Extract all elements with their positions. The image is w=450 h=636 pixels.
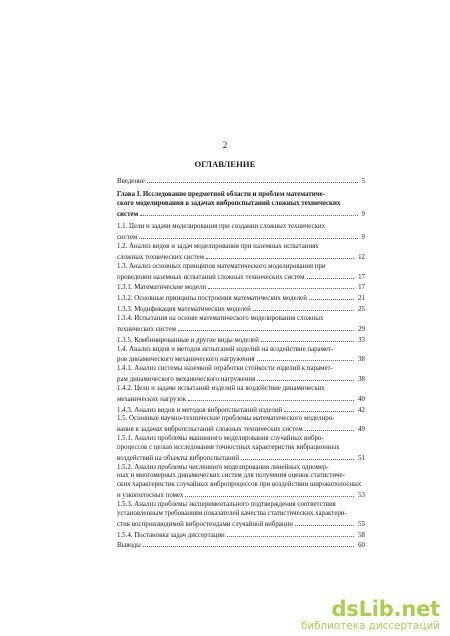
toc-entry <box>117 385 365 405</box>
toc-entry-page: 58 <box>358 531 365 539</box>
toc-entry-page: 12 <box>358 253 365 261</box>
toc-entry-text: 1.3.3. Модификация математических моделей <box>117 306 251 314</box>
toc-entry-page: 40 <box>358 395 365 403</box>
toc-leader-dots <box>208 282 354 289</box>
toc-leader-dots <box>309 293 354 300</box>
toc-entry-text: Выводы <box>117 542 141 550</box>
toc-entry-text: 1.3.5. Комбинированные и другие виды моделей <box>117 336 259 344</box>
toc-entry-text: Глава I. Исследование предметной области и проблем математиче- ского моделирования в задачах вибропспытаний сложных технических систем <box>117 190 341 218</box>
toc-entry-page: 38 <box>358 376 365 384</box>
toc-entry <box>117 176 365 187</box>
page-number: 2 <box>222 140 228 150</box>
toc-entry-page: 9 <box>361 234 365 242</box>
toc-leader-dots <box>241 453 354 460</box>
toc-entry <box>117 243 365 263</box>
table-of-contents <box>117 176 365 551</box>
toc-leader-dots <box>305 424 355 431</box>
toc-entry-text: 1.4.2. Цели и задачи испытаний изделий на воздействие динамических механических нагрузок <box>117 384 325 403</box>
toc-entry-page: 55 <box>358 520 365 528</box>
toc-entry <box>117 501 365 530</box>
toc-entry-text: Введение <box>117 178 145 185</box>
toc-entry-page: 5 <box>361 178 365 185</box>
toc-entry-page: 21 <box>358 295 365 303</box>
toc-entry-text: 1.2. Анализ видов и задач моделирования при наземных испытаниях сложных технических систем <box>117 243 319 261</box>
toc-entry-text: 1.5.2. Анализ проблемы численного моделирования линейных одномер- ных и многомерных динамических систем для получения оценок статистиче- ских характеристик случайных вибропроцессов при воздействии широкополосных и узкополосных помех <box>117 463 362 500</box>
toc-leader-dots <box>227 530 354 537</box>
toc-leader-dots <box>253 304 354 311</box>
toc-leader-dots <box>284 405 354 412</box>
toc-entry <box>117 435 365 464</box>
toc-entry-page: 42 <box>358 406 365 414</box>
toc-entry-page: 38 <box>358 356 365 364</box>
toc-entry <box>117 263 365 283</box>
toc-entry-text: 1.5.1. Анализ проблемы машинного моделирования случайных вибро- процессов с целью исследования точностных характеристик вибрационных воздействий на объекты вибропспытаний <box>117 435 340 462</box>
toc-entry-text: 1.3. Анализ основных принципов математического моделирования при проведении наземных испытаний сложных технических систем <box>117 262 326 281</box>
toc-entry-text: 1.4.1. Анализ системы наземной отработки стойкости изделий к парамет- рам динамического механического нагружения <box>117 365 333 384</box>
toc-entry-page: 49 <box>358 426 365 434</box>
toc-entry <box>117 540 365 551</box>
toc-entry <box>117 293 365 304</box>
toc-entry-page: 33 <box>358 336 365 344</box>
toc-leader-dots <box>257 354 355 361</box>
toc-entry-text: 1.5.4. Постановка задач диссертации <box>117 531 225 539</box>
toc-leader-dots <box>188 394 354 401</box>
toc-entry-page: 29 <box>358 325 365 333</box>
toc-entry <box>117 464 365 501</box>
toc-entry-page: 17 <box>358 273 365 281</box>
toc-entry-page: 51 <box>358 454 365 462</box>
toc-entry-text: 1.3.1. Математические модели <box>117 284 207 292</box>
toc-leader-dots <box>147 176 358 183</box>
toc-entry <box>117 530 365 541</box>
toc-entry-text: 1.3.2. Основные принципы построения математических моделей <box>117 295 307 303</box>
toc-entry-text: 1.5. Основные научно-технические проблемы математического моделиро- вания в задачах вибропспытаний сложных технических систем <box>117 415 335 434</box>
toc-entry <box>117 405 365 416</box>
toc-entry-text: 1.5.3. Анализ проблемы экспериментального подтверждения соответствия установленным требованиям показателей качества статистических характери- стик воспроизводимой вибростендами случайной вибрации <box>117 501 347 528</box>
watermark-tagline: библиотека диссертаций <box>300 620 440 632</box>
toc-leader-dots <box>178 324 354 331</box>
toc-entry <box>117 315 365 335</box>
toc-entry <box>117 335 365 346</box>
toc-entry <box>117 304 365 315</box>
toc-entry-page: 25 <box>358 306 365 314</box>
toc-entry-page: 53 <box>358 492 365 500</box>
toc-leader-dots <box>257 374 354 381</box>
toc-entry-text: 1.4.3. Анализ видов и методов вибропспытаний изделий <box>117 406 283 414</box>
toc-leader-dots <box>206 252 354 259</box>
toc-entry-page: 60 <box>358 542 365 550</box>
toc-entry <box>117 346 365 366</box>
toc-title: ОГЛАВЛЕНИЕ <box>194 159 256 169</box>
toc-entry <box>117 415 365 435</box>
toc-leader-dots <box>295 519 354 526</box>
toc-leader-dots <box>140 209 357 216</box>
toc-entry-page: 9 <box>361 210 365 218</box>
toc-entry <box>117 191 365 220</box>
toc-entry <box>117 223 365 243</box>
toc-leader-dots <box>143 540 354 547</box>
toc-leader-dots <box>261 335 354 342</box>
toc-leader-dots <box>185 490 354 497</box>
watermark-logo: dsLib.net <box>331 597 440 621</box>
toc-entry-page: 17 <box>358 284 365 292</box>
toc-entry <box>117 365 365 385</box>
toc-entry-text: 1.4. Анализ видов и методов испытаний изделий на воздействие парамет- ров динамического механического нагружения <box>117 345 334 364</box>
toc-entry <box>117 282 365 293</box>
toc-leader-dots <box>307 272 355 279</box>
watermark <box>301 598 440 632</box>
toc-leader-dots <box>139 232 357 239</box>
toc-entry-text: 1.1. Цели и задачи моделирования при создании сложных технических систем <box>117 223 326 242</box>
toc-entry-text: 1.3.4. Испытания на основе математического моделирования сложных технических систем <box>117 314 324 333</box>
